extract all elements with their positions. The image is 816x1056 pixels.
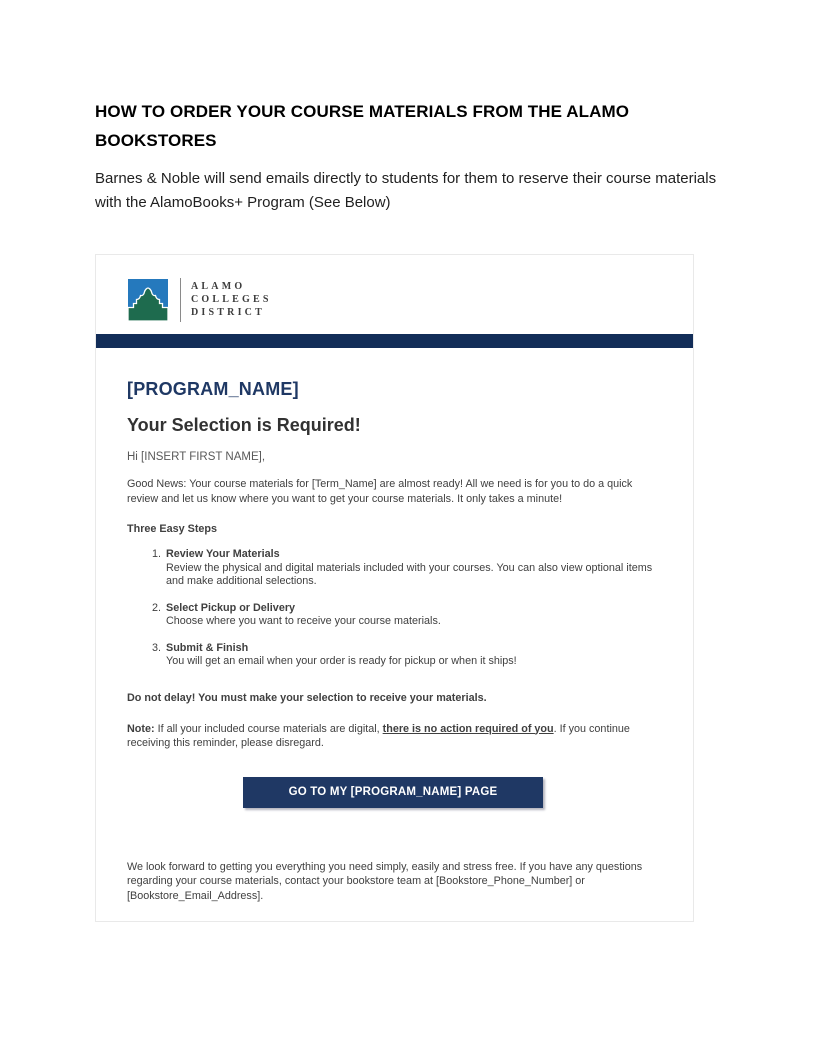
greeting-text: Hi [INSERT FIRST NAME], bbox=[127, 451, 266, 463]
note-paragraph bbox=[127, 722, 659, 751]
step-item-1 bbox=[152, 548, 659, 589]
steps-title: Three Easy Steps bbox=[127, 523, 218, 535]
step-number: 2. bbox=[152, 601, 162, 614]
logo-divider bbox=[180, 278, 181, 322]
program-name-heading: [PROGRAM_NAME] bbox=[127, 379, 299, 399]
email-card bbox=[95, 254, 694, 922]
navy-divider-bar bbox=[96, 334, 693, 348]
step-title: Submit & Finish bbox=[166, 641, 249, 654]
alamo-logo bbox=[96, 255, 693, 321]
page-title: HOW TO ORDER YOUR COURSE MATERIALS FROM THE ALAMO BOOKSTORES bbox=[95, 102, 630, 150]
selection-required-heading: Your Selection is Required! bbox=[127, 415, 361, 435]
step-item-2 bbox=[152, 602, 659, 629]
urgency-text: Do not delay! You must make your selection to receive your materials. bbox=[127, 691, 487, 704]
steps-list bbox=[127, 548, 659, 669]
note-label: Note: bbox=[127, 722, 155, 735]
step-number: 3. bbox=[152, 641, 162, 654]
intro-paragraph: Barnes & Noble will send emails directly to students for them to reserve their course materials with the AlamoBooks+ Program (See Below) bbox=[95, 170, 717, 211]
alamo-logo-icon bbox=[128, 279, 168, 321]
button-row bbox=[127, 777, 659, 808]
step-title: Review Your Materials bbox=[166, 548, 280, 560]
go-to-program-page-button[interactable]: GO TO MY [PROGRAM_NAME] PAGE bbox=[243, 777, 543, 808]
note-text-before: If all your included course materials are digital, bbox=[154, 722, 383, 735]
email-body bbox=[96, 348, 693, 903]
step-item-3 bbox=[152, 642, 659, 669]
footer-paragraph: We look forward to getting you everything you need simply, easily and stress free. If you have any questions regarding your course materials, contact your bookstore team at [Bookstore_Phone_Number] or [Bookstore_Email_Address]. bbox=[127, 860, 643, 902]
note-underlined-text: there is no action required of you bbox=[382, 722, 554, 735]
step-body: Review the physical and digital materials included with your courses. You can also view optional items and make additional selections. bbox=[166, 561, 653, 587]
step-title: Select Pickup or Delivery bbox=[166, 601, 296, 614]
logo-line-district: DISTRICT bbox=[191, 307, 265, 318]
logo-wordmark bbox=[191, 280, 272, 319]
good-news-paragraph: Good News: Your course materials for [Term_Name] are almost ready! All we need is for you to do a quick review and let us know where you want to get your course materials. It only takes a minute! bbox=[127, 478, 633, 505]
logo-line-colleges: COLLEGES bbox=[191, 294, 272, 305]
step-body: You will get an email when your order is ready for pickup or when it ships! bbox=[166, 655, 517, 667]
step-number: 1. bbox=[152, 548, 162, 560]
note-text-after: . If you continue receiving this reminder, please disregard. bbox=[127, 722, 630, 749]
logo-line-alamo: ALAMO bbox=[191, 281, 246, 292]
step-body: Choose where you want to receive your course materials. bbox=[166, 615, 441, 627]
